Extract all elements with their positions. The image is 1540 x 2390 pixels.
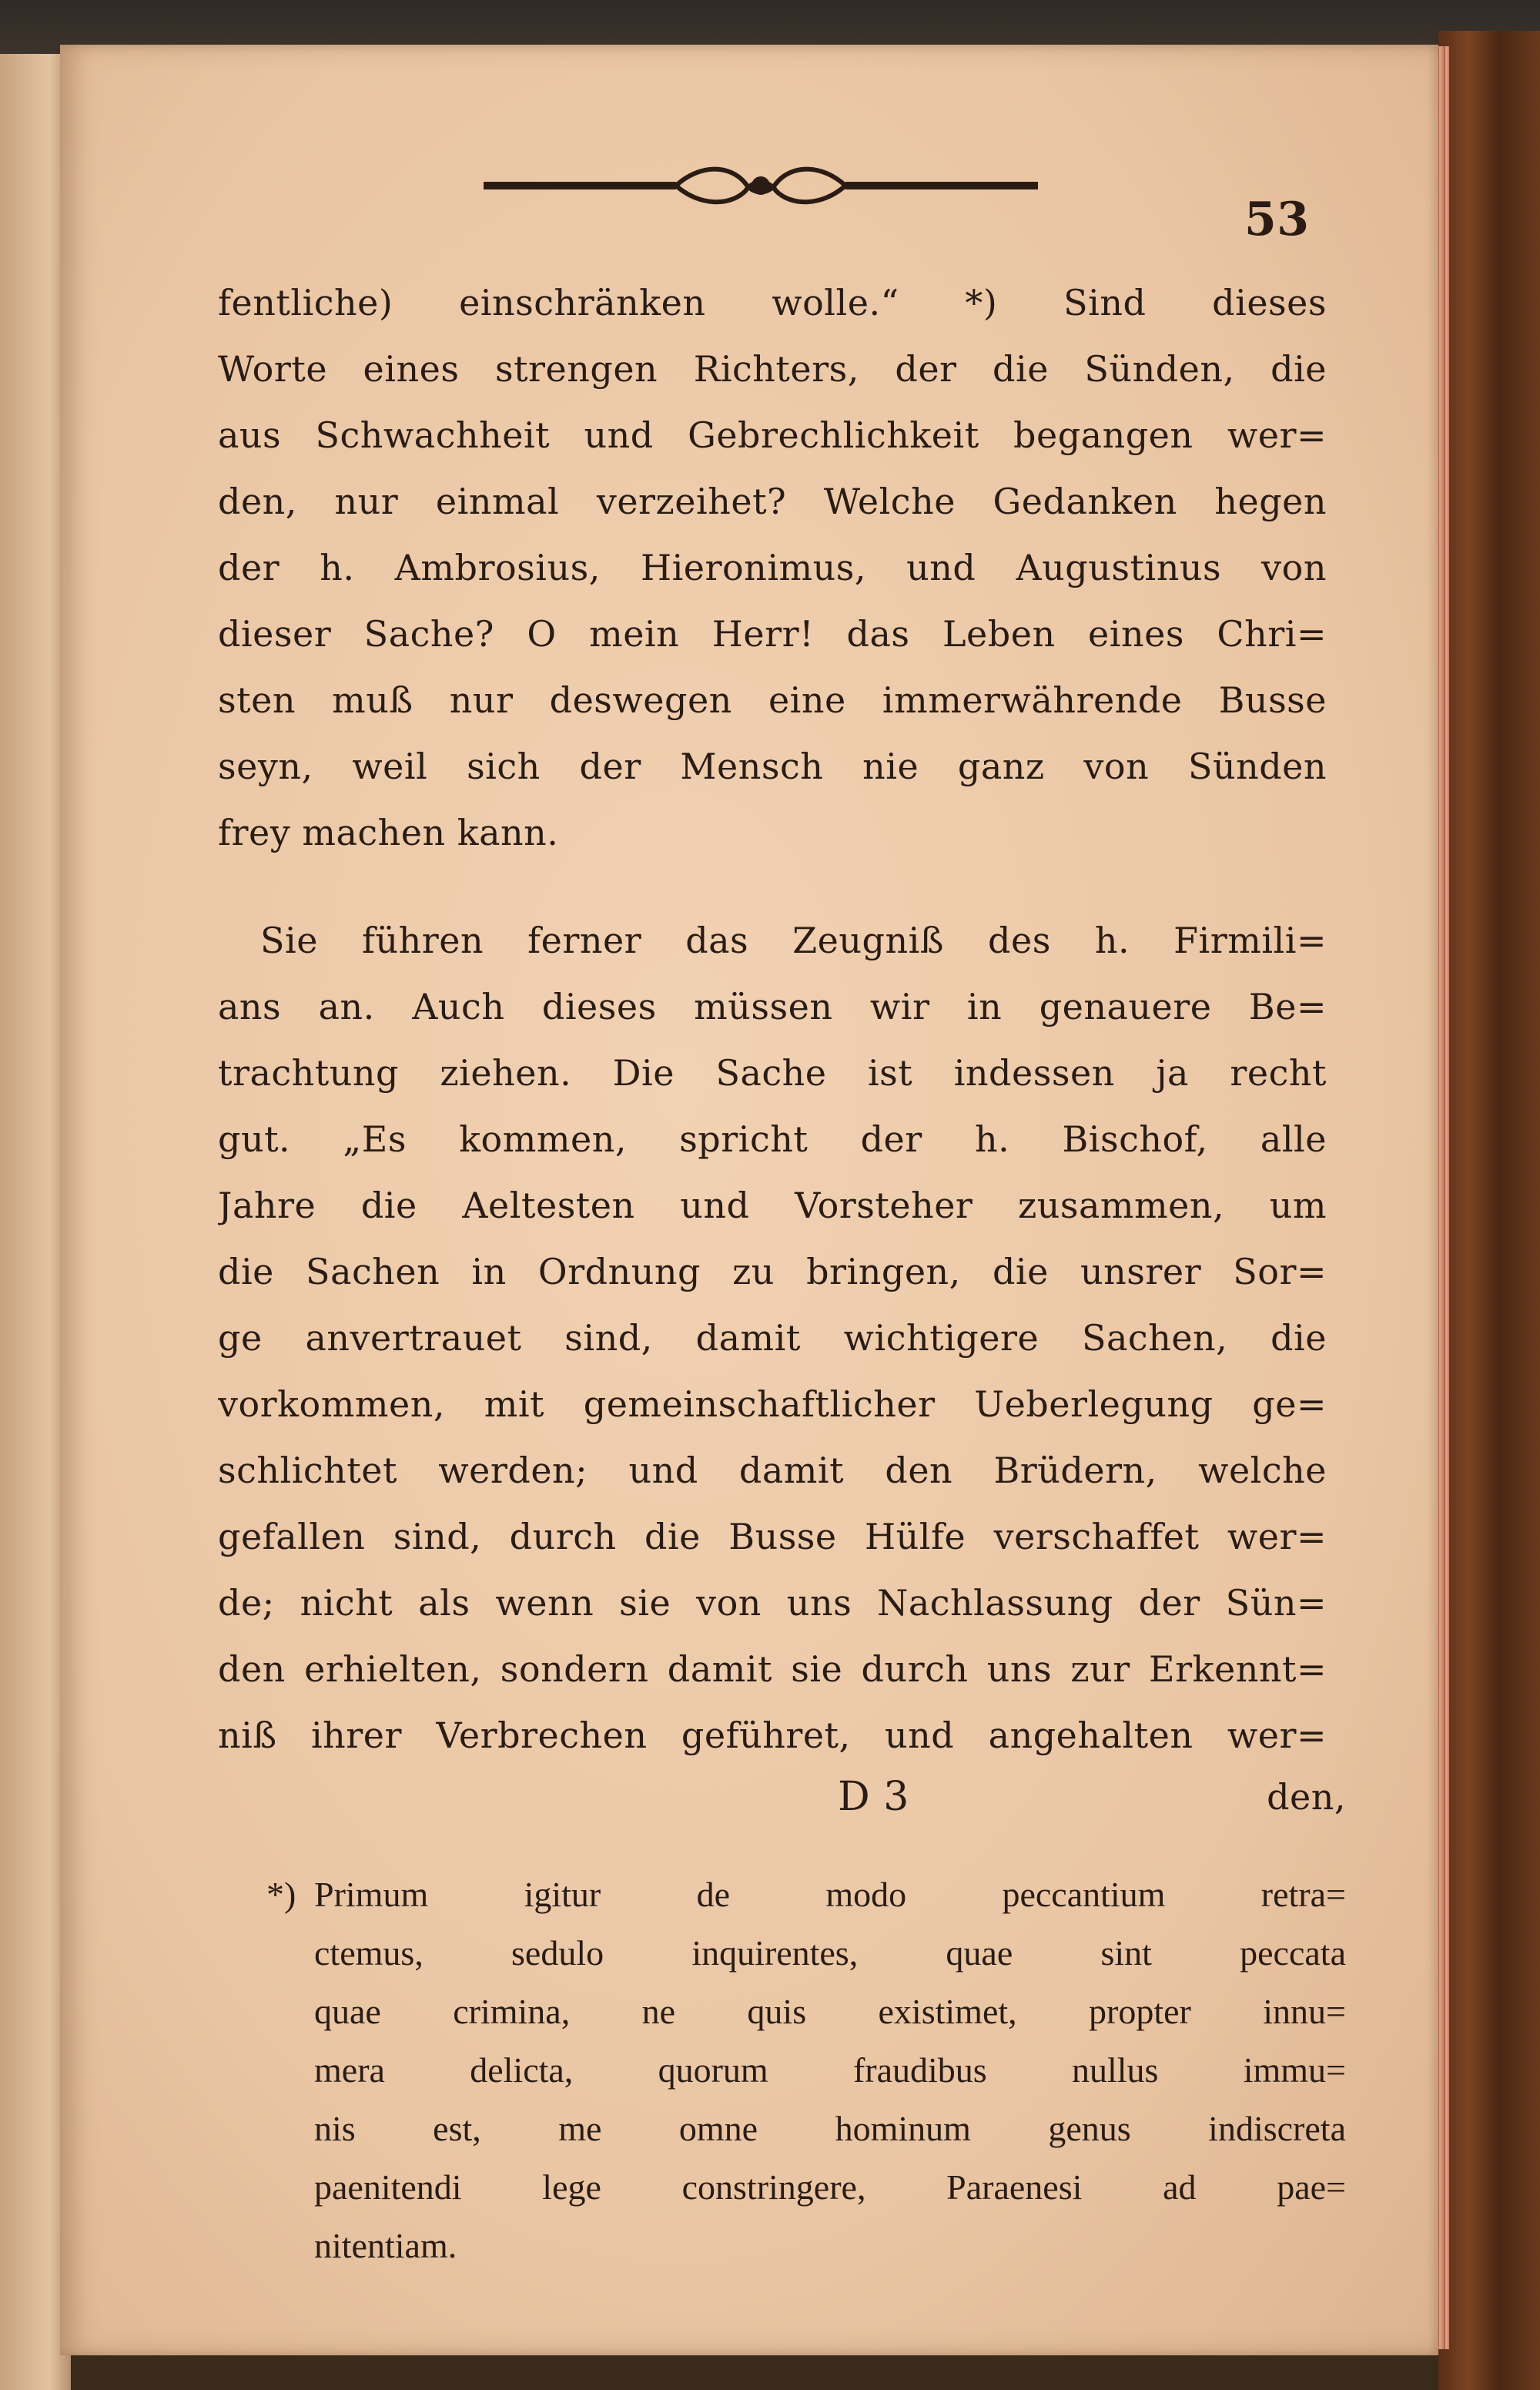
text-line: Jahre die Aeltesten und Vorsteher zusammen, um bbox=[218, 1185, 1327, 1226]
text-line: ans an. Auch dieses müssen wir in genauere Be= bbox=[218, 986, 1327, 1027]
catchword: den, bbox=[1267, 1776, 1346, 1818]
text-line: sten muß nur deswegen eine immerwährende Busse bbox=[218, 679, 1327, 721]
text-line: gut. „Es kommen, spricht der h. Bischof, alle bbox=[218, 1118, 1327, 1160]
text-line: frey machen kann. bbox=[218, 812, 559, 853]
text-line: trachtung ziehen. Die Sache ist indessen ja recht bbox=[218, 1052, 1327, 1094]
book-cover-edge bbox=[1438, 31, 1540, 2390]
text-line: den erhielten, sondern damit sie durch uns zur Erkennt= bbox=[218, 1648, 1327, 1690]
footnote-line: Primum igitur de modo peccantium retra= bbox=[314, 1875, 1346, 1914]
footnote-line: nis est, me omne hominum genus indiscreta bbox=[314, 2109, 1346, 2148]
text-line: schlichtet werden; und damit den Brüdern, welche bbox=[218, 1450, 1327, 1491]
footnote-line: mera delicta, quorum fraudibus nullus immu= bbox=[314, 2050, 1346, 2090]
text-line: vorkommen, mit gemeinschaftlicher Ueberlegung ge= bbox=[218, 1383, 1327, 1425]
text-line: gefallen sind, durch die Busse Hülfe verschaffet wer= bbox=[218, 1516, 1327, 1557]
book-page bbox=[60, 45, 1438, 2355]
ornament-rule-icon bbox=[484, 160, 1038, 214]
text-line: Worte eines strengen Richters, der die Sünden, die bbox=[218, 348, 1327, 390]
text-line: fentliche) einschränken wolle.“ *) Sind dieses bbox=[218, 282, 1327, 323]
text-line: Sie führen ferner das Zeugniß des h. Firmili= bbox=[260, 920, 1327, 961]
text-line: niß ihrer Verbrechen geführet, und angehalten wer= bbox=[218, 1715, 1327, 1756]
text-line: den, nur einmal verzeihet? Welche Gedanken hegen bbox=[218, 481, 1327, 522]
signature-mark: D 3 bbox=[838, 1774, 909, 1820]
footnote-line: nitentiam. bbox=[314, 2226, 457, 2265]
text-line: der h. Ambrosius, Hieronimus, und Augustinus von bbox=[218, 547, 1327, 588]
text-line: seyn, weil sich der Mensch nie ganz von Sünden bbox=[218, 746, 1327, 787]
text-line: die Sachen in Ordnung zu bringen, die unsrer Sor= bbox=[218, 1251, 1327, 1292]
footnote-marker: *) bbox=[266, 1875, 296, 1914]
footnote-line: quae crimina, ne quis existimet, propter innu= bbox=[314, 1992, 1346, 2031]
footnote-line: ctemus, sedulo inquirentes, quae sint peccata bbox=[314, 1933, 1346, 1973]
text-line: aus Schwachheit und Gebrechlichkeit begangen wer= bbox=[218, 414, 1327, 456]
text-line: de; nicht als wenn sie von uns Nachlassung der Sün= bbox=[218, 1582, 1327, 1624]
text-line: ge anvertrauet sind, damit wichtigere Sachen, die bbox=[218, 1317, 1327, 1359]
page-number: 53 bbox=[1244, 193, 1310, 246]
text-line: dieser Sache? O mein Herr! das Leben eines Chri= bbox=[218, 613, 1327, 655]
footnote-line: paenitendi lege constringere, Paraenesi ad pae= bbox=[314, 2167, 1346, 2207]
